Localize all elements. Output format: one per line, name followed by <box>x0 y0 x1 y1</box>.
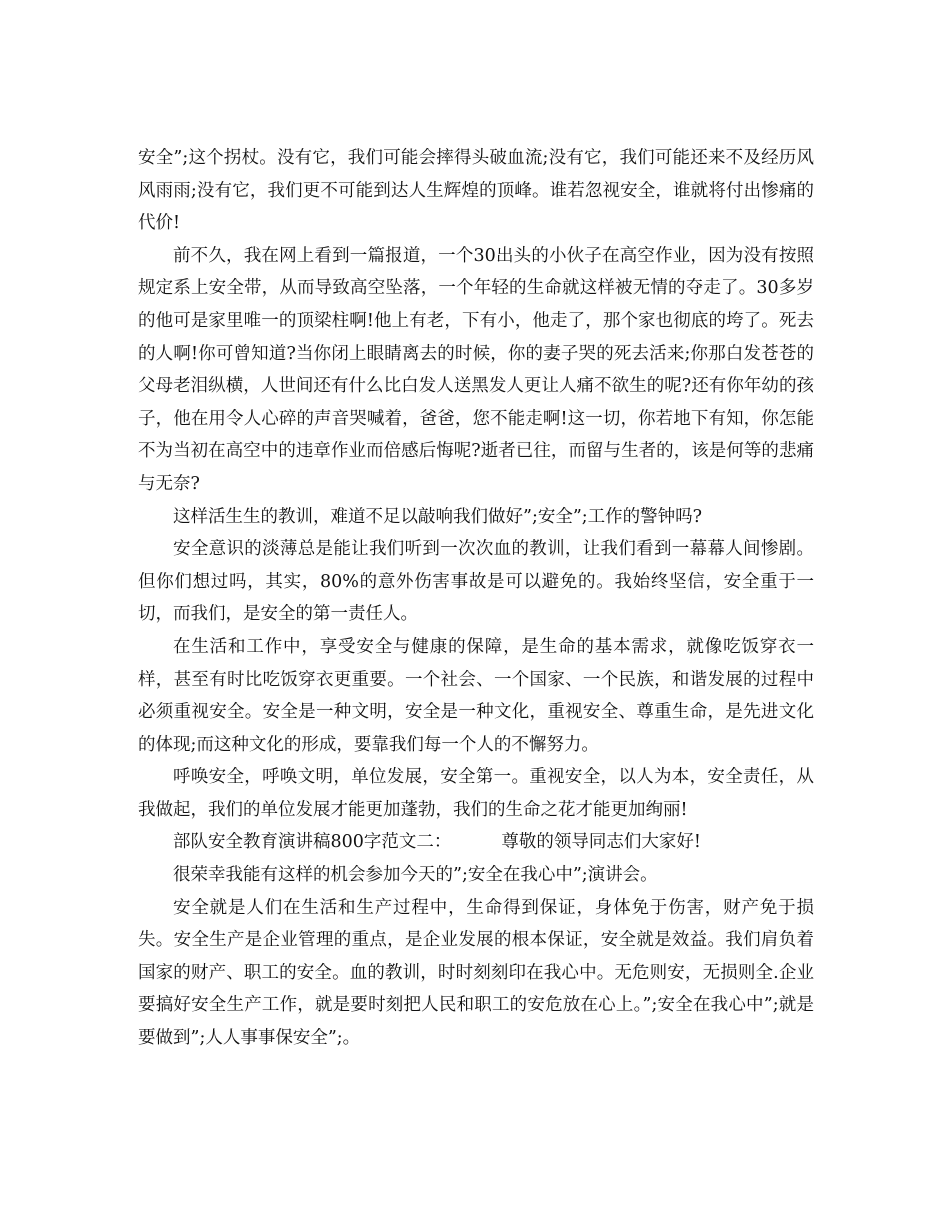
document-body <box>138 142 814 1055</box>
section-heading: 部队安全教育演讲稿800字范文二： <box>173 832 452 853</box>
paragraph-9: 安全就是人们在生活和生产过程中，生命得到保证，身体免于伤害，财产免于损失。安全生产是企业管理的重点，是企业发展的根本保证，安全就是效益。我们肩负着国家的财产、职工的安全。血的教训，时时刻刻印在我心中。无危则安，无损则全.企业要搞好安全生产工作，就是要时刻把人民和职工的安危放在心上。”;安全在我心中”;就是要做到”;人人事事保安全”;。 <box>138 897 814 1049</box>
paragraph-6: 呼唤安全，呼唤文明，单位发展，安全第一。重视安全，以人为本，安全责任，从我做起，我们的单位发展才能更加蓬勃，我们的生命之花才能更加绚丽! <box>138 767 814 820</box>
paragraph-1: 安全”;这个拐杖。没有它，我们可能会摔得头破血流;没有它，我们可能还来不及经历风风雨雨;没有它，我们更不可能到达人生辉煌的顶峰。谁若忽视安全，谁就将付出惨痛的代价! <box>138 148 814 234</box>
paragraph-3: 这样活生生的教训，难道不足以敲响我们做好”;安全”;工作的警钟吗? <box>173 506 703 527</box>
paragraph-2: 前不久，我在网上看到一篇报道，一个30出头的小伙子在高空作业，因为没有按照规定系上安全带，从而导致高空坠落，一个年轻的生命就这样被无情的夺走了。30多岁的他可是家里唯一的顶梁柱啊!他上有老，下有小，他走了，那个家也彻底的垮了。死去的人啊!你可曾知道?当你闭上眼睛离去的时候，你的妻子哭的死去活来;你那白发苍苍的父母老泪纵横，人世间还有什么比白发人送黑发人更让人痛不欲生的呢?还有你年幼的孩子，他在用令人心碎的声音哭喊着，爸爸，您不能走啊!这一切，你若地下有知，你怎能不为当初在高空中的违章作业而倍感后悔呢?逝者已往，而留与生者的，该是何等的悲痛与无奈? <box>138 245 814 494</box>
paragraph-8: 很荣幸我能有这样的机会参加今天的”;安全在我心中”;演讲会。 <box>173 865 658 886</box>
paragraph-5: 在生活和工作中，享受安全与健康的保障，是生命的基本需求，就像吃饭穿衣一样，甚至有时比吃饭穿衣更重要。一个社会、一个国家、一个民族，和谐发展的过程中必须重视安全。安全是一种文明，安全是一种文化，重视安全、尊重生命，是先进文化的体现;而这种文化的形成，要靠我们每一个人的不懈努力。 <box>138 636 814 755</box>
paragraph-7 <box>138 826 814 859</box>
greeting: 尊敬的领导同志们大家好! <box>501 832 701 853</box>
paragraph-4: 安全意识的淡薄总是能让我们听到一次次血的教训，让我们看到一幕幕人间惨剧。但你们想过吗，其实，80%的意外伤害事故是可以避免的。我始终坚信，安全重于一切，而我们，是安全的第一责任人。 <box>138 539 814 625</box>
